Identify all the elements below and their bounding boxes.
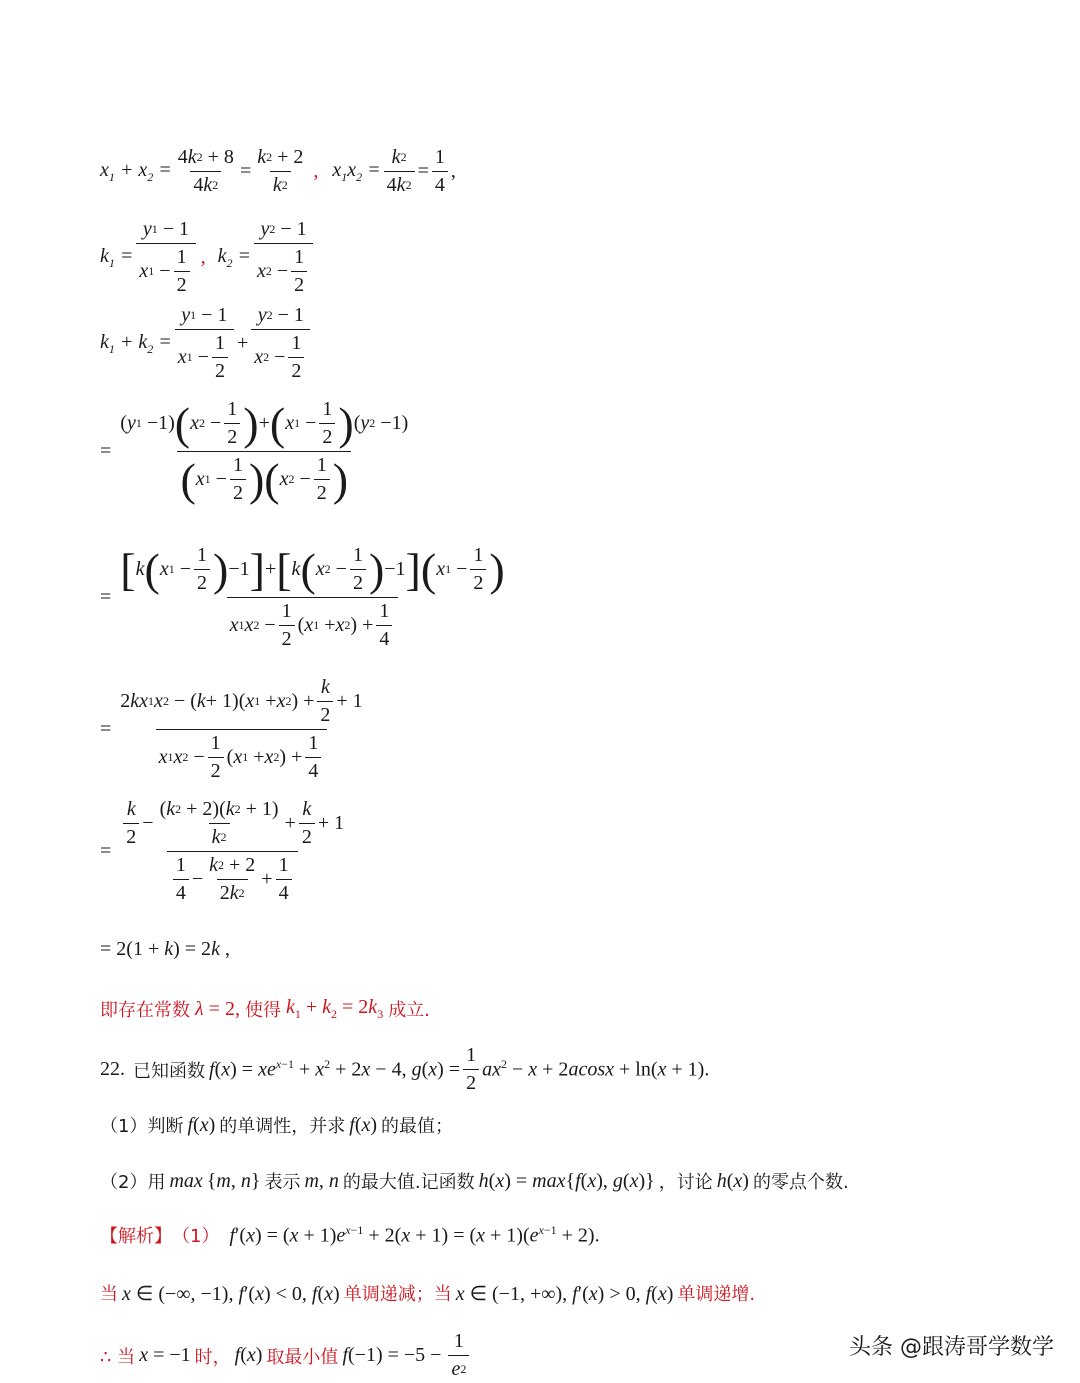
fraction: 4 k 2 + 8 4 k 2	[177, 146, 234, 196]
conclusion: 即存在常数 λ = 2, 使得 $k_1 + k_2 = 2k_3$ 成立.	[100, 996, 430, 1021]
solution-tag: 【解析】	[100, 1226, 172, 1247]
step-4: = $\frac{k}{2}$ − ( k 2 + 2)( k 2 + 1) k 2 + $\frac{k}{2}$ + 1 $\frac{1}{4}$ − k 2 + 2 2 k 2 + $\frac{1}{4}$	[100, 798, 345, 904]
step-5: = 2(1 + k) = 2k ,	[100, 938, 230, 960]
problem-number: 22.	[100, 1058, 125, 1080]
solution-monotonicity: 当 x ∈ (−∞, −1), f′(x) < 0, f(x) 单调递减；当 x ∈ (−1, +∞), f′(x) > 0, f(x) 单调递增.	[100, 1282, 756, 1305]
solution-derivative: 【解析】 （1） $f'(x) = (x + 1)e^{x-1} + 2(x + 1) = (x + 1)(e^{x-1} + 2)$.	[100, 1222, 600, 1247]
sum-product-line: $x_1 + x_2$ = 4 k 2 + 8 4 k 2 = k 2 + 2 k 2 , $x_1x_2$ = k 2 4 k 2 = $\frac{1}{4}$ ,	[100, 146, 456, 196]
problem-intro: 已知函数	[133, 1060, 205, 1082]
fraction: k 2 4 k 2	[384, 146, 415, 197]
step-3: = 2 kx 1 x 2 − ( k + 1)( x 1 + x 2 ) + $\frac{k}{2}$ + 1 x 1 x 2 − $\frac{1}{2}$ ( x 1 + x 2 ) + $\frac{1}{4}$	[100, 676, 363, 782]
step-2: = [ k ( x 1 − $\frac{1}{2}$ ) −1 ] + [ k ( x 2 − $\frac{1}{2}$ ) −1 ] ( x 1 − $\frac{1}{2}$ ) x 1 x 2 − $\frac{1}{2}$ ( x 1 + x 2 ) + $\frac{1}{4}$	[100, 543, 505, 650]
k1-k2-line: $k_1$ = y 1 − 1 x 1 − $\frac{1}{2}$ , $k_2$ = y 2 − 1 x 2 − $\frac{1}{2}$	[100, 218, 316, 297]
problem-part-1: （1） 判断 f(x) 的单调性，并求 f(x) 的最值；	[100, 1113, 454, 1137]
fraction: k 2 + 2 k 2	[257, 146, 304, 196]
solution-minimum: ∴ 当 x = −1 时， f(x) 取最小值 f(−1) = −5 − 1 e 2	[100, 1330, 472, 1381]
watermark: 头条 @跟涛哥学数学	[849, 1335, 1054, 1360]
problem-part-2: （2） 用 max {m, n} 表示 m, n 的最大值.记函数 h(x) = max{f(x), g(x)} ，讨论 h(x) 的零点个数.	[100, 1169, 849, 1193]
problem-22: 22. 已知函数 $f(x) = xe^{x-1} + x^2 + 2x - 4$, g(x) = $\frac{1}{2}$ $ax^2 - x + 2acosx + \ln(x + 1)$.	[100, 1044, 710, 1094]
step-1: = ( y 1 −1) ( x 2 − $\frac{1}{2}$ ) + ( x 1 − $\frac{1}{2}$ ) ( y 2 −1) ( x 1 − $\frac{1}{2}$ ) ( x 2 − $\frac{1}{2}$ )	[100, 397, 409, 505]
k-sum-line: $k_1 + k_2$ = y 1 − 1 x 1 − $\frac{1}{2}$ + y 2 − 1 x 2 − $\frac{1}{2}$	[100, 304, 313, 383]
math-expr: $x_1 + x_2$ =	[100, 158, 172, 184]
fraction: $\frac{1}{4}$	[432, 146, 448, 197]
